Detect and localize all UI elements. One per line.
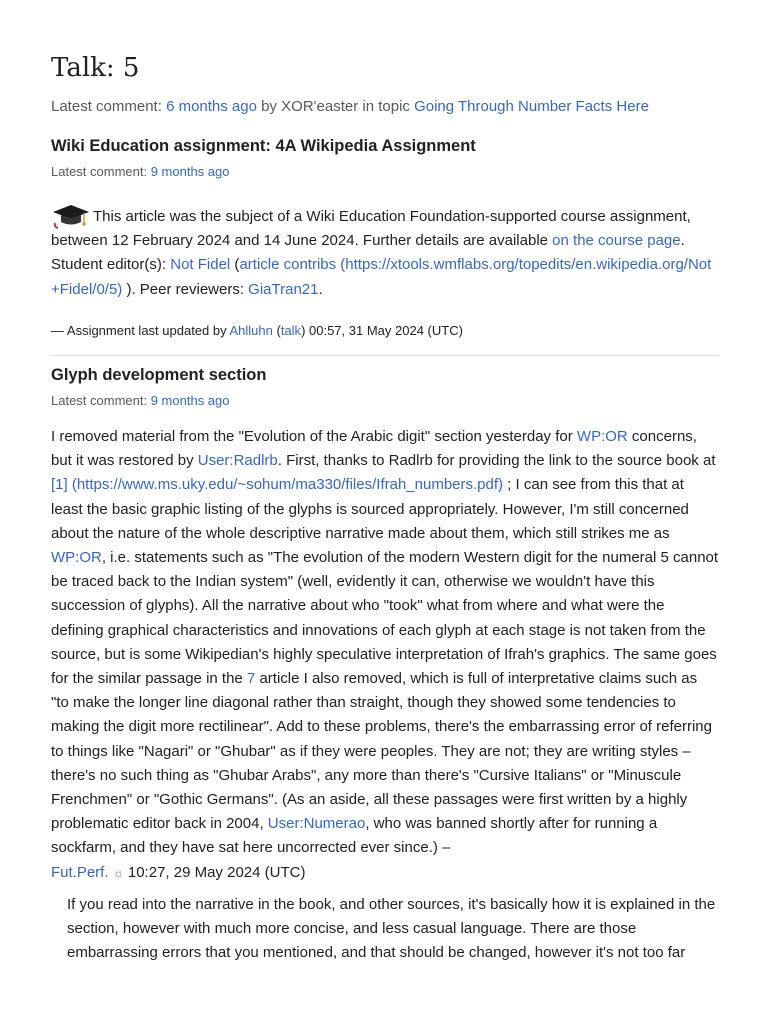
source-pdf-link[interactable]: [1] (https://www.ms.uky.edu/~sohum/ma330/files/Ifrah_numbers.pdf) <box>51 476 504 494</box>
assignment-text-3: ( <box>230 256 240 274</box>
fut-perf-user-link[interactable]: Fut.Perf. <box>51 863 109 881</box>
assignment-text-5: . <box>318 280 323 298</box>
signature-time: ) 00:57, 31 May 2024 (UTC) <box>301 323 463 338</box>
article-7-link[interactable]: 7 <box>246 670 256 688</box>
comment-text-3: . First, thanks to Radlrb for providing the link to the source book at <box>277 452 716 470</box>
latest-comment-prefix: Latest comment: <box>51 98 167 115</box>
section-latest-comment-prefix: Latest comment: <box>51 164 151 179</box>
section2-latest-comment-prefix: Latest comment: <box>51 393 151 408</box>
signature-prefix: — Assignment last updated by <box>51 323 230 338</box>
peer-reviewer-link[interactable]: GiaTran21 <box>248 280 319 298</box>
signature-open: ( <box>272 323 281 338</box>
wp-or-link-2[interactable]: WP:OR <box>51 549 102 567</box>
article-contribs-link[interactable]: article contribs (https://xtools.wmflabs.org/topedits/en.wikipedia.org/Not+Fidel/0/5) <box>51 256 712 298</box>
glyph-comment <box>51 425 719 885</box>
sun-icon[interactable]: ☼ <box>112 865 124 880</box>
comment-text-2: concerns, but it was restored by <box>51 428 697 470</box>
comment-text-5: , i.e. statements such as "The evolution of the modern Western digit for the numeral 5 cannot be traced back to the Indian system" (well, evidently it can, otherwise we wouldn't have this succession of glyphs). All the narrative about who "took" what from where and what were the defining graphical characteristics and innovations of each glyph at each stage is not taken from the source, but is some Wikipedian's highly speculative interpretation of Ifrah's graphics. The same goes for the similar passage in the <box>51 549 719 688</box>
assignment-text-4: ). Peer reviewers: <box>122 280 249 298</box>
assignment-text-2: . Student editor(s): <box>51 232 685 274</box>
wp-or-link-1[interactable]: WP:OR <box>576 428 628 445</box>
graduation-cap-icon <box>51 201 91 229</box>
section2-latest-comment <box>51 392 230 410</box>
signature-user-link[interactable]: Ahlluhn <box>229 323 273 338</box>
assignment-signature <box>51 322 463 340</box>
reply-comment: If you read into the narrative in the book, and other sources, it's basically how it is explained in the section, however with much more concise, and less casual language. There are those embarrassing errors that you mentioned, and that should be changed, however it's not too far <box>67 896 716 962</box>
assignment-notice <box>51 201 719 302</box>
comment-text-1: I removed material from the "Evolution of the Arabic digit" section yesterday for <box>51 428 577 445</box>
comment-text-7: , who was banned shortly after for running a sockfarm, and they have sat here uncorrected ever since.) – <box>51 815 658 857</box>
section2-latest-comment-link[interactable]: 9 months ago <box>150 393 230 408</box>
section-heading-glyph-development: Glyph development section <box>51 366 267 384</box>
comment-text-4: ; I can see from this that at least the basic graphic listing of the glyphs is sourced appropriately. However, I'm still concerned about the nature of the whole descriptive narrative made about them, which still strikes me as <box>51 476 689 542</box>
user-numerao-link[interactable]: User:Numerao <box>267 815 366 833</box>
latest-comment-summary <box>51 96 649 118</box>
latest-comment-age-link[interactable]: 6 months ago <box>166 98 257 115</box>
page-title: Talk: 5 <box>51 53 140 83</box>
course-page-link[interactable]: on the course page <box>552 232 681 250</box>
comment-text-6: article I also removed, which is full of interpretative claims such as "to make the longer line diagonal rather than straight, though they showed some tendencies to making the digit more rectilinear". Add to these problems, there's the embarrassing error of referring to things like "Nagari" or "Ghubar" as if they were peoples. They are not; they are writing styles – there's no such thing as "Ghubar Arabs", any more than there's "Cursive Italians" or "Minuscule Frenchmen" or "Gothic Germans". (As an aside, all these passages were first written by a highly problematic editor back in 2004, <box>51 670 712 833</box>
latest-comment-by: by XOR'easter in topic <box>256 98 415 115</box>
comment-time: 10:27, 29 May 2024 (UTC) <box>123 863 306 881</box>
section-latest-comment <box>51 163 230 181</box>
latest-comment-topic-link[interactable]: Going Through Number Facts Here <box>414 98 649 115</box>
assignment-text-1: This article was the subject of a Wiki Education Foundation-supported course assignment, between 12 February 2024 and 14 June 2024. Further details are available <box>51 208 691 250</box>
section-divider <box>51 355 719 356</box>
user-radlrb-link[interactable]: User:Radlrb <box>197 452 278 470</box>
signature-talk-link[interactable]: talk <box>280 323 302 338</box>
section-heading-wiki-education: Wiki Education assignment: 4A Wikipedia Assignment <box>51 137 476 155</box>
student-editor-link[interactable]: Not Fidel <box>170 256 231 274</box>
section-latest-comment-link[interactable]: 9 months ago <box>150 164 230 179</box>
